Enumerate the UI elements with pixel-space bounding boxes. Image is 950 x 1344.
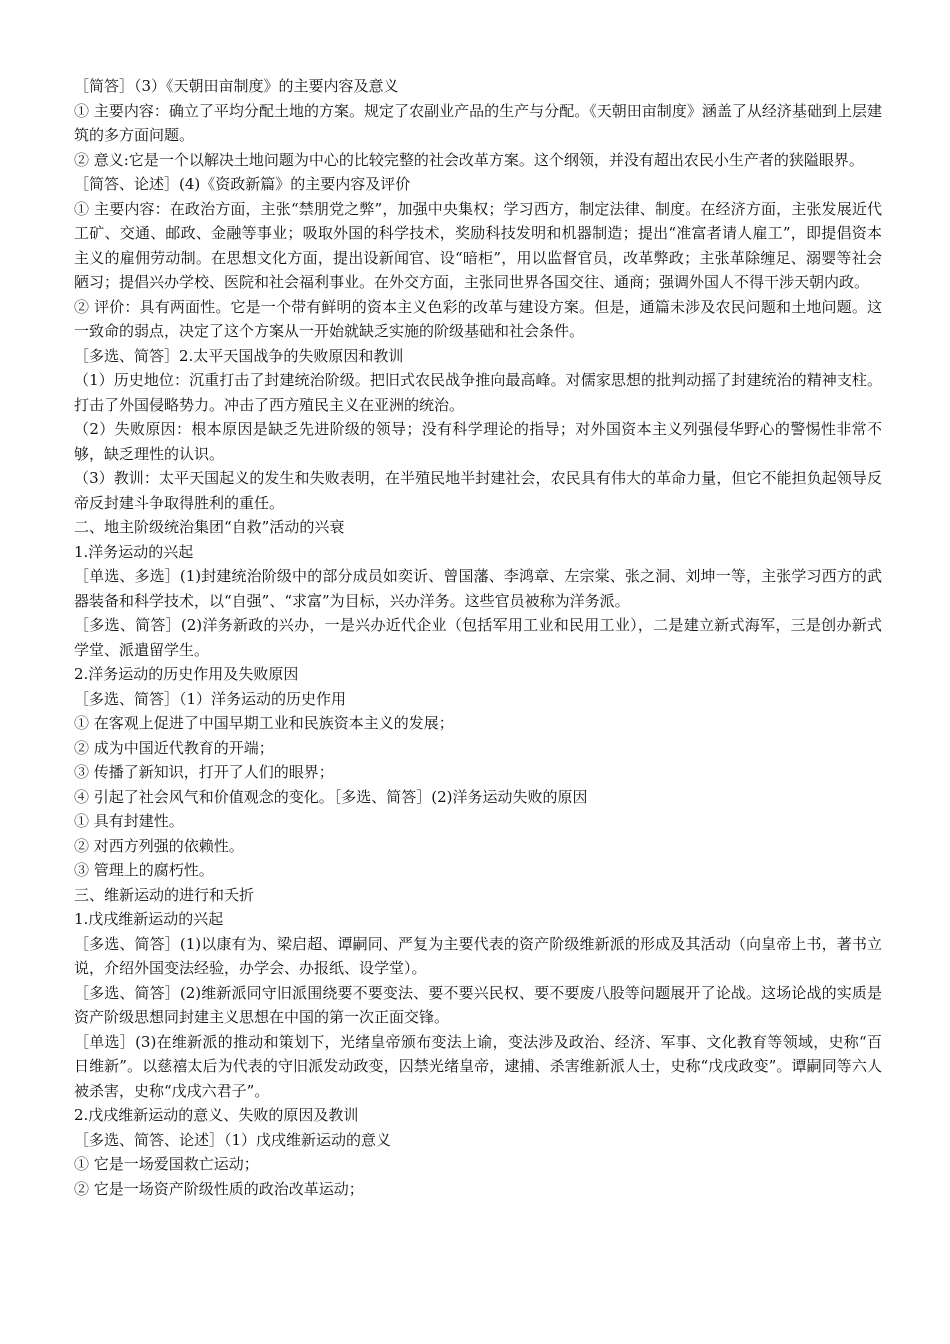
list-item: ③ 传播了新知识，打开了人们的眼界； [74, 763, 334, 781]
question-heading-yangwu: ［多选、简答］（1）洋务运动的历史作用 [74, 689, 347, 708]
list-item: ② 意义:它是一个以解决土地问题为中心的比较完整的社会改革方案。这个纲领，并没有超出农民小生产者的狭隘眼界。 [74, 150, 864, 169]
list-item: （2）失败原因：根本原因是缺乏先进阶级的领导；没有科学理论的指导；对外国资本主义列强侵华野心的警惕性非常不够，缺乏理性的认识。 [74, 420, 882, 463]
list-item: ③ 管理上的腐朽性。 [74, 861, 214, 879]
list-item: ① 在客观上促进了中国早期工业和民族资本主义的发展； [74, 714, 454, 732]
section-heading-3: 三、维新运动的进行和夭折 [74, 885, 255, 904]
subsection-heading: 2.戊戌维新运动的意义、失败的原因及教训 [74, 1106, 359, 1124]
list-item: ② 成为中国近代教育的开端； [74, 738, 274, 757]
list-item: ［多选、简答］(1)以康有为、梁启超、谭嗣同、严复为主要代表的资产阶级维新派的形成及其活动（向皇帝上书，著书立说，介绍外国变法经验，办学会、办报纸、设学堂）。 [74, 934, 882, 977]
list-item: ① 主要内容：确立了平均分配土地的方案。规定了农副业产品的生产与分配。《天朝田亩制度》涵盖了从经济基础到上层建筑的多方面问题。 [74, 101, 882, 144]
section-heading-2: 二、地主阶级统治集团“自救”活动的兴衰 [74, 518, 345, 536]
question-heading-wuxu: ［多选、简答、论述］（1）戊戌维新运动的意义 [74, 1130, 392, 1149]
list-item: ［单选］(3)在维新派的推动和策划下，光绪皇帝颁布变法上谕，变法涉及政治、经济、军事、文化教育等领域，史称“百日维新”。以慈禧太后为代表的守旧派发动政变，囚禁光绪皇帝，逮捕、杀害维新派人士，史称“戊戌政变”。谭嗣同等六人被杀害，史称“戊戌六君子”。 [74, 1032, 882, 1100]
question-heading-zizheng: ［简答、论述］(4)《资政新篇》的主要内容及评价 [74, 175, 411, 193]
subsection-heading: 1.洋务运动的兴起 [74, 542, 194, 561]
question-heading-taiping: ［多选、简答］2.太平天国战争的失败原因和教训 [74, 346, 404, 365]
list-item: ［多选、简答］(2)洋务新政的兴办，一是兴办近代企业（包括军用工业和民用工业），二是建立新式海军，三是创办新式学堂、派遣留学生。 [74, 616, 882, 659]
list-item: ② 它是一场资产阶级性质的政治改革运动； [74, 1179, 364, 1198]
question-heading-tianchao: ［简答］（3）《天朝田亩制度》的主要内容及意义 [74, 77, 399, 95]
list-item: ① 它是一场爱国救亡运动； [74, 1155, 259, 1173]
list-item: （1）历史地位：沉重打击了封建统治阶级。把旧式农民战争推向最高峰。对儒家思想的批判动摇了封建统治的精神支柱。打击了外国侵略势力。冲击了西方殖民主义在亚洲的统治。 [74, 371, 882, 414]
list-item: ② 对西方列强的依赖性。 [74, 836, 244, 855]
list-item: ［多选、简答］(2)维新派同守旧派围绕要不要变法、要不要兴民权、要不要废八股等问题展开了论战。这场论战的实质是资产阶级思想同封建主义思想在中国的第一次正面交锋。 [74, 983, 882, 1026]
document-page [74, 74, 882, 1201]
list-item: ① 具有封建性。 [74, 812, 184, 830]
list-item: （3）教训：太平天国起义的发生和失败表明，在半殖民地半封建社会，农民具有伟大的革命力量，但它不能担负起领导反帝反封建斗争取得胜利的重任。 [74, 469, 882, 512]
subsection-heading: 2.洋务运动的历史作用及失败原因 [74, 665, 299, 683]
list-item: ① 主要内容：在政治方面，主张“禁朋党之弊”，加强中央集权；学习西方，制定法律、制度。在经济方面，主张发展近代工矿、交通、邮政、金融等事业；吸取外国的科学技术，奖励科技发明和机器制造；提出“准富者请人雇工”，即提倡资本主义的雇佣劳动制。在思想文化方面，提出设新闻官、设“暗柜”，用以监督官员，改革弊政；主张革除缠足、溺婴等社会陋习；提倡兴办学校、医院和社会福利事业。在外交方面，主张同世界各国交往、通商；强调外国人不得干涉天朝内政。 [74, 199, 882, 291]
subsection-heading: 1.戊戌维新运动的兴起 [74, 910, 224, 928]
list-item: ④ 引起了社会风气和价值观念的变化。［多选、简答］(2)洋务运动失败的原因 [74, 787, 588, 806]
list-item: ② 评价：具有两面性。它是一个带有鲜明的资本主义色彩的改革与建设方案。但是，通篇未涉及农民问题和土地问题。这一致命的弱点，决定了这个方案从一开始就缺乏实施的阶级基础和社会条件。 [74, 297, 882, 340]
list-item: ［单选、多选］(1)封建统治阶级中的部分成员如奕䜣、曾国藩、李鸿章、左宗棠、张之洞、刘坤一等，主张学习西方的武器装备和科学技术，以“自强”、“求富”为目标，兴办洋务。这些官员被称为洋务派。 [74, 567, 882, 610]
